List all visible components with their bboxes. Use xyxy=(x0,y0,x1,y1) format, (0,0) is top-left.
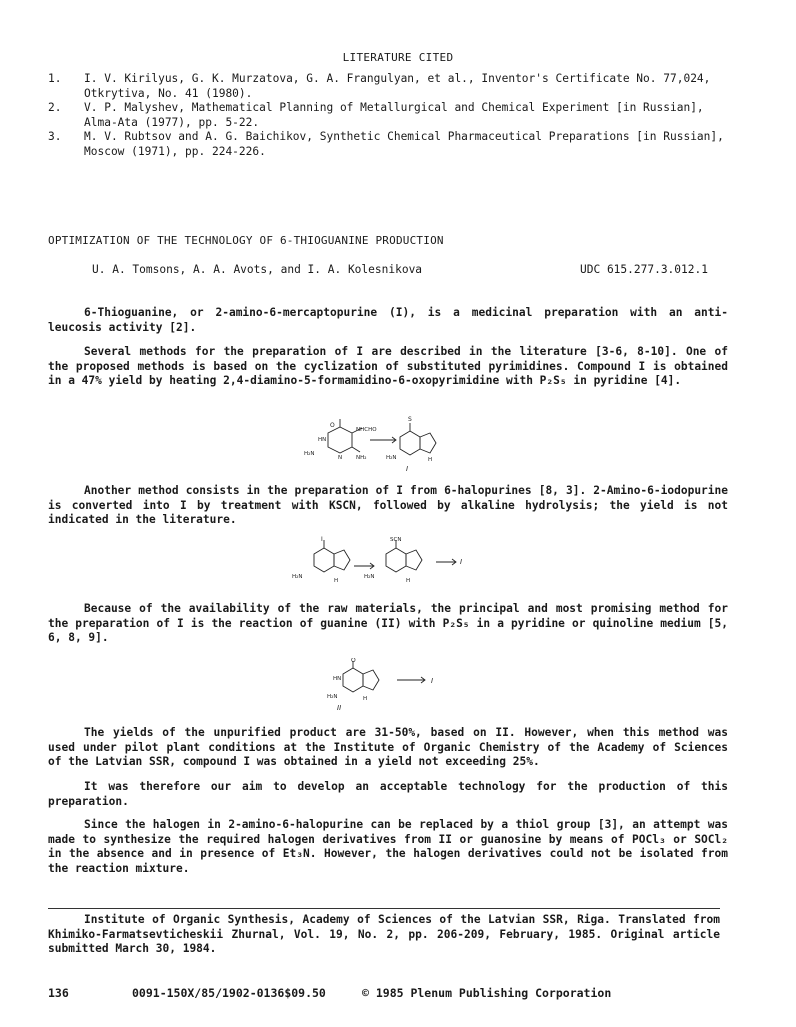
article-title: OPTIMIZATION OF THE TECHNOLOGY OF 6-THIOGUANINE PRODUCTION xyxy=(48,234,444,247)
label-n: N xyxy=(338,455,343,461)
reference-text: I. V. Kirilyus, G. K. Murzatova, G. A. Frangulyan, et al., Inventor's Certificate No. 77,024, Otkrytiva, No. 41 (1980). xyxy=(84,72,711,100)
label-h2n: H₂N xyxy=(292,574,303,580)
copyright-notice: © 1985 Plenum Publishing Corporation xyxy=(362,986,612,1000)
compound-label: I xyxy=(406,465,409,473)
purine-ring-5 xyxy=(363,670,379,690)
reaction-scheme-2 xyxy=(290,536,490,596)
label-i: I xyxy=(321,536,323,543)
literature-heading: LITERATURE CITED xyxy=(342,51,454,64)
body-paragraph: 6-Thioguanine, or 2-amino-6-mercaptopurine (I), is a medicinal preparation with an anti-leucosis activity [2]. xyxy=(48,306,728,334)
udc-code: UDC 615.277.3.012.1 xyxy=(580,263,708,276)
label-scn: SCN xyxy=(390,537,402,543)
label-h: H xyxy=(428,457,433,463)
purine-ring-5 xyxy=(334,550,350,570)
purine-ring-5 xyxy=(406,550,422,570)
label-o: O xyxy=(351,658,356,664)
product-label: I xyxy=(460,558,463,566)
purine-ring-6 xyxy=(386,548,406,572)
label-s: S xyxy=(408,416,412,423)
body-paragraph: Because of the availability of the raw materials, the principal and most promising method for the preparation of I is the reaction of guanine (II) with P₂S₅ in a pyridine or quinoline medium [5, 6, 8, 9]. xyxy=(48,602,728,644)
pyrimidine-ring xyxy=(328,427,352,453)
purine-ring-6 xyxy=(400,431,420,455)
reference-text: V. P. Malyshev, Mathematical Planning of Metallurgical and Chemical Experiment [in Russian], Alma-Ata (1977), pp. 5-22. xyxy=(84,101,704,129)
reference-number: 2. xyxy=(48,101,62,114)
reaction-scheme-3 xyxy=(325,658,465,712)
affiliation-footnote: Institute of Organic Synthesis, Academy of Sciences of the Latvian SSR, Riga. Translated from Khimiko-Farmatsevticheskii Zhurnal, Vol. 19, No. 2, pp. 206-209, February, 1985. Original article submitted March 30, 1984. xyxy=(48,913,720,955)
body-paragraph: It was therefore our aim to develop an acceptable technology for the production of this preparation. xyxy=(48,780,728,808)
label-h: H xyxy=(334,578,339,584)
body-paragraph: Since the halogen in 2-amino-6-halopurine can be replaced by a thiol group [3], an attempt was made to synthesize the required halogen derivatives from II or guanosine by means of POCl₃ or SOCl₂ in the absence and in presence of Et₃N. However, the halogen derivatives could not be isolated from the reaction mixture. xyxy=(48,818,728,875)
purine-ring-6 xyxy=(343,668,363,692)
reaction-scheme-1 xyxy=(300,415,470,477)
label-h2n: H₂N xyxy=(364,574,375,580)
label-nhcho: NHCHO xyxy=(356,427,377,433)
label-o: O xyxy=(330,422,335,429)
reference-number: 3. xyxy=(48,130,62,143)
label-h2n: H₂N xyxy=(304,451,315,457)
reference-number: 1. xyxy=(48,72,62,85)
article-authors: U. A. Tomsons, A. A. Avots, and I. A. Kolesnikova xyxy=(92,263,423,276)
label-hn: HN xyxy=(318,437,327,443)
label-h2n: H₂N xyxy=(386,455,397,461)
label-h: H xyxy=(363,696,368,702)
reference-text: M. V. Rubtsov and A. G. Baichikov, Synthetic Chemical Pharmaceutical Preparations [in Russian], Moscow (1971), pp. 224-226. xyxy=(84,130,724,158)
article-code: 0091-150X/85/1902-0136$09.50 xyxy=(132,986,326,1000)
label-h: H xyxy=(406,578,411,584)
label-hn: HN xyxy=(333,676,342,682)
body-paragraph: The yields of the unpurified product are 31-50%, based on II. However, when this method was used under pilot plant conditions at the Institute of Organic Chemistry of the Academy of Sciences of the Latvian SSR, compound I was obtained in a yield not exceeding 25%. xyxy=(48,726,728,768)
purine-ring-5 xyxy=(420,433,436,453)
label-nh2: NH₂ xyxy=(356,455,367,461)
compound-label: II xyxy=(337,704,342,712)
body-paragraph: Another method consists in the preparation of I from 6-halopurines [8, 3]. 2-Amino-6-iodopurine is converted into I by treatment with KSCN, followed by alkaline hydrolysis; the yield is not indicated in the literature. xyxy=(48,484,728,526)
product-label: I xyxy=(431,677,434,685)
page-number: 136 xyxy=(48,986,69,1000)
purine-ring-6 xyxy=(314,548,334,572)
footnote-divider xyxy=(48,908,720,909)
body-paragraph: Several methods for the preparation of I are described in the literature [3-6, 8-10]. One of the proposed methods is based on the cyclization of substituted pyrimidines. Compound I is obtained in a 47% yield by heating 2,4-diamino-5-formamidino-6-oxopyrimidine with P₂S₅ in pyridine [4]. xyxy=(48,345,728,387)
label-h2n: H₂N xyxy=(327,694,338,700)
